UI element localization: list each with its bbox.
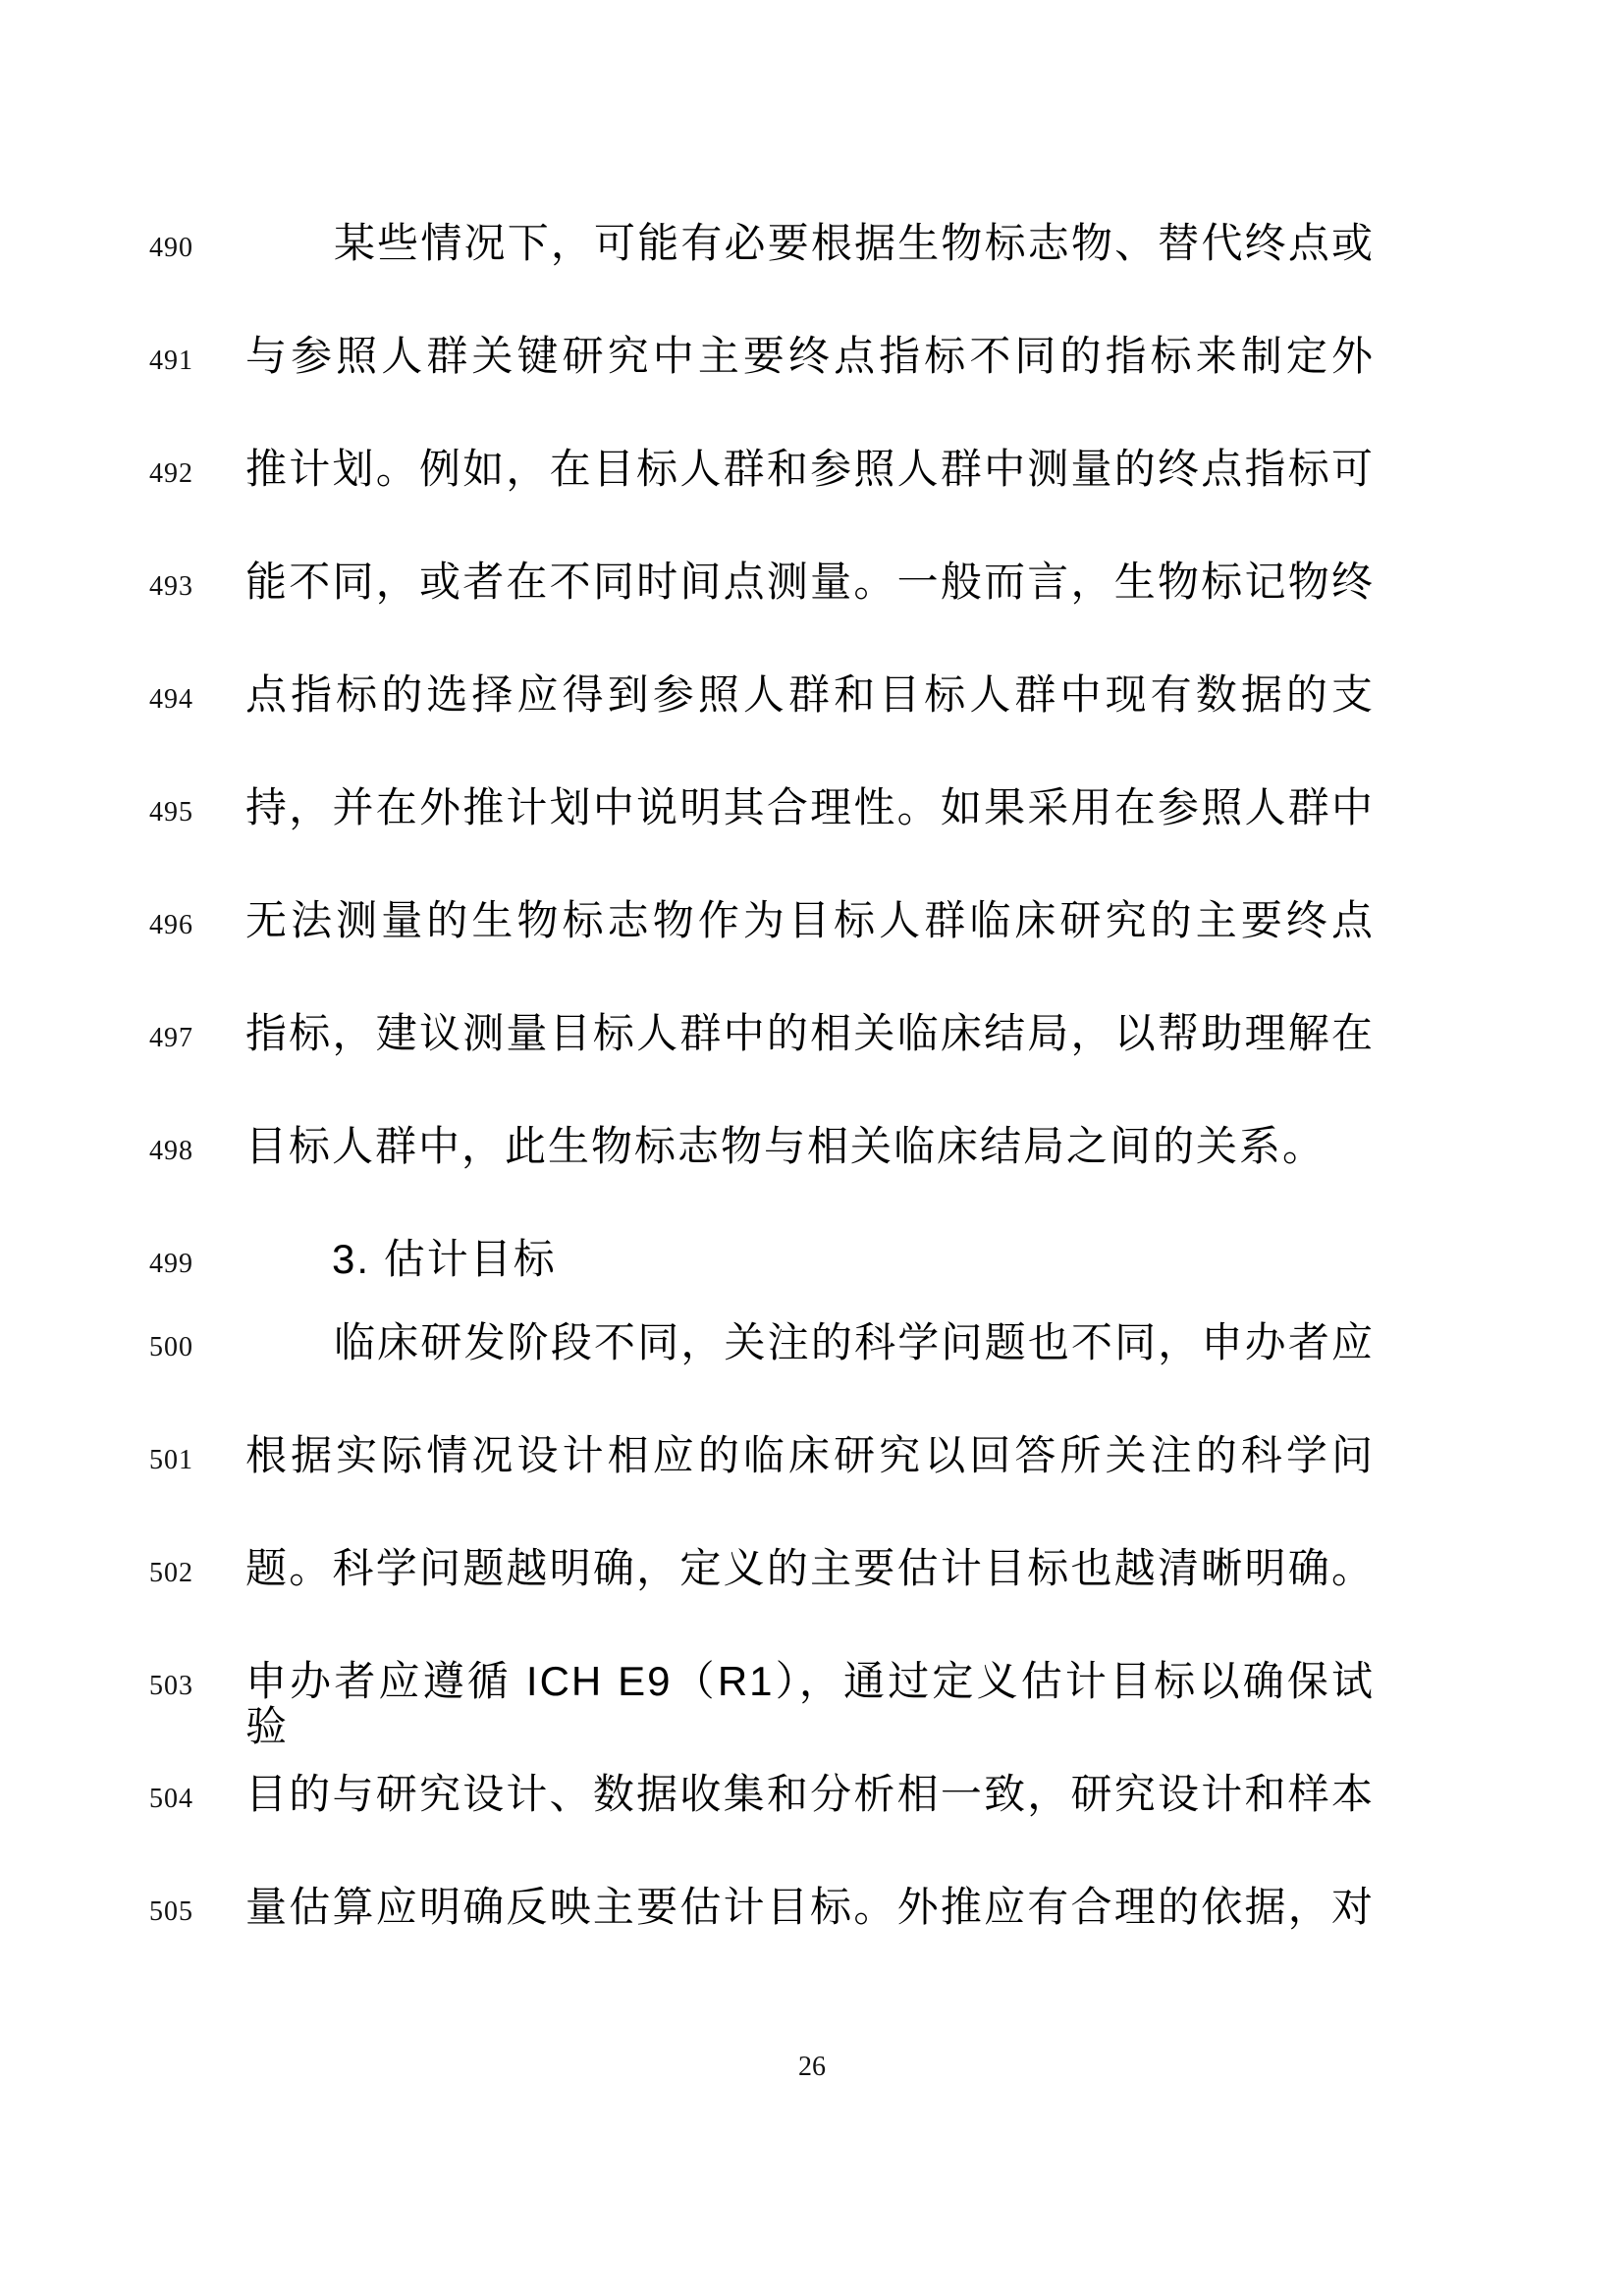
line-number: 503 xyxy=(149,1671,193,1701)
text-line xyxy=(0,221,1624,284)
text-line xyxy=(0,1320,1624,1383)
section-heading-line xyxy=(0,1237,1624,1300)
text-line xyxy=(0,1658,1624,1750)
text-line xyxy=(0,1011,1624,1074)
line-number: 490 xyxy=(149,233,193,263)
line-number: 494 xyxy=(149,684,193,715)
line-text: 题。科学问题越明确，定义的主要估计目标也越清晰明确。 xyxy=(245,1545,1375,1591)
line-number: 496 xyxy=(149,910,193,940)
line-number: 491 xyxy=(149,346,193,376)
line-text: 某些情况下，可能有必要根据生物标志物、替代终点或 xyxy=(334,220,1375,266)
line-text: 无法测量的生物标志物作为目标人群临床研究的主要终点 xyxy=(245,897,1375,943)
text-line xyxy=(0,560,1624,622)
text-line xyxy=(0,1546,1624,1609)
text-line xyxy=(0,1433,1624,1496)
line-text: 与参照人群关键研究中主要终点指标不同的指标来制定外 xyxy=(245,333,1375,379)
line-number: 497 xyxy=(149,1023,193,1053)
line-text: 根据实际情况设计相应的临床研究以回答所关注的科学问 xyxy=(245,1432,1375,1478)
line-number: 501 xyxy=(149,1445,193,1475)
page-footer xyxy=(0,2052,1624,2083)
line-text: 推计划。例如，在目标人群和参照人群中测量的终点指标可 xyxy=(245,446,1375,492)
section-heading: 3. 估计目标 xyxy=(332,1236,557,1282)
page-number: 26 xyxy=(798,2052,826,2082)
line-number: 493 xyxy=(149,571,193,602)
text-line xyxy=(0,334,1624,397)
line-number: 498 xyxy=(149,1136,193,1166)
line-text: 量估算应明确反映主要估计目标。外推应有合理的依据，对 xyxy=(245,1884,1375,1930)
line-text: 点指标的选择应得到参照人群和目标人群中现有数据的支 xyxy=(245,671,1375,718)
line-text: 目标人群中，此生物标志物与相关临床结局之间的关系。 xyxy=(245,1123,1326,1169)
line-number: 504 xyxy=(149,1784,193,1814)
line-text: 临床研发阶段不同，关注的科学问题也不同，申办者应 xyxy=(334,1319,1375,1365)
text-line xyxy=(0,898,1624,961)
text-line xyxy=(0,1124,1624,1187)
line-text: 指标，建议测量目标人群中的相关临床结局，以帮助理解在 xyxy=(245,1010,1375,1056)
line-text: 目的与研究设计、数据收集和分析相一致，研究设计和样本 xyxy=(245,1771,1375,1817)
line-text: 持，并在外推计划中说明其合理性。如果采用在参照人群中 xyxy=(245,784,1375,830)
text-line xyxy=(0,447,1624,509)
line-number: 492 xyxy=(149,458,193,489)
line-number: 500 xyxy=(149,1332,193,1362)
line-number: 502 xyxy=(149,1558,193,1588)
text-line xyxy=(0,785,1624,848)
text-line xyxy=(0,672,1624,735)
text-line xyxy=(0,1772,1624,1835)
text-line xyxy=(0,1885,1624,1948)
line-text: 能不同，或者在不同时间点测量。一般而言，生物标记物终 xyxy=(245,559,1375,605)
line-number: 505 xyxy=(149,1896,193,1927)
line-text: 申办者应遵循 ICH E9（R1），通过定义估计目标以确保试验 xyxy=(245,1658,1375,1750)
line-number: 495 xyxy=(149,797,193,828)
line-number: 499 xyxy=(149,1249,193,1279)
